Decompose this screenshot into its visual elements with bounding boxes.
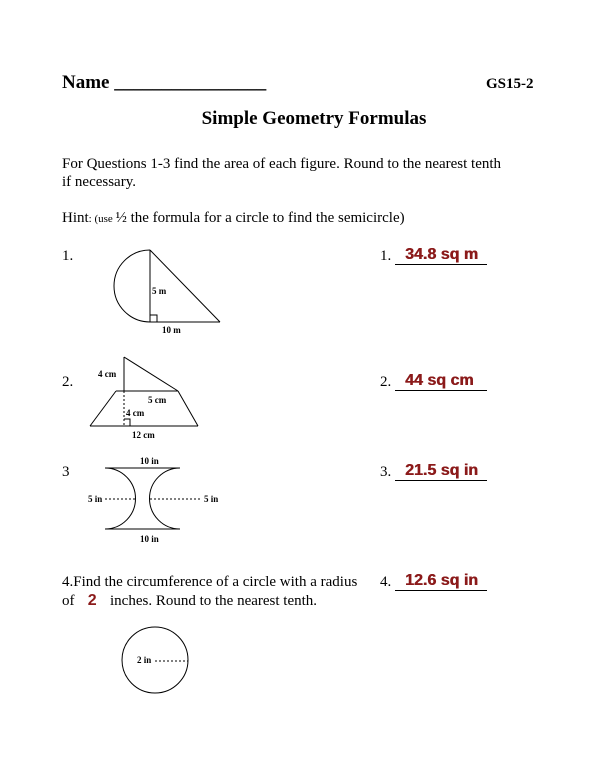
- question-4-line-1: 4.Find the circumference of a circle with a radius: [62, 574, 358, 590]
- question-4-suffix: inches. Round to the nearest tenth.: [110, 593, 318, 609]
- figure-2-trapezoid-height-label: 4 cm: [126, 408, 145, 418]
- question-4-line-2: [62, 592, 317, 610]
- answer-3-line: [395, 464, 487, 481]
- instructions-line-2: if necessary.: [62, 174, 136, 190]
- answer-4-row: [380, 574, 487, 591]
- figure-3-top-label: 10 in: [140, 456, 159, 466]
- figure-3-left-label: 5 in: [88, 494, 103, 504]
- answer-2-value: 44 sq cm: [405, 372, 474, 389]
- question-4-of: of: [62, 593, 75, 609]
- figure-4-radius-label: 2 in: [137, 655, 152, 665]
- figure-3-rectangle-minus-semicircles: [80, 452, 240, 547]
- figure-1-base-label: 10 m: [162, 325, 181, 335]
- worksheet-code: GS15-2: [486, 76, 534, 92]
- hint-text: [62, 210, 405, 228]
- answer-2-line: [395, 374, 487, 391]
- page-title: Simple Geometry Formulas: [201, 108, 427, 129]
- answer-4-line: [395, 574, 487, 591]
- hint-prefix: Hint: [62, 210, 89, 226]
- answer-3-number: 3.: [380, 464, 392, 480]
- name-field-label: Name ________________: [62, 72, 267, 93]
- answer-1-number: 1.: [380, 248, 392, 264]
- question-4-radius-value: 2: [87, 592, 97, 609]
- question-1-number: 1.: [62, 248, 74, 264]
- answer-2-row: [380, 374, 487, 391]
- figure-2-triangle-height-label: 4 cm: [98, 369, 117, 379]
- question-2-number: 2.: [62, 374, 74, 390]
- hint-small: : (use: [88, 213, 116, 225]
- instructions-line-1: For Questions 1-3 find the area of each figure. Round to the nearest tenth: [62, 156, 502, 172]
- answer-2-number: 2.: [380, 374, 392, 390]
- figure-2-bottom-base-label: 12 cm: [132, 430, 155, 440]
- figure-3-bottom-label: 10 in: [140, 534, 159, 544]
- figure-4-circle: [115, 620, 205, 700]
- answer-3-value: 21.5 sq in: [405, 462, 478, 479]
- answer-4-value: 12.6 sq in: [405, 572, 478, 589]
- figure-1-height-label: 5 m: [152, 286, 167, 296]
- figure-3-right-label: 5 in: [204, 494, 219, 504]
- answer-3-row: [380, 464, 487, 481]
- figure-2-composite-triangle-trapezoid: [80, 350, 240, 445]
- question-3-number: 3: [62, 464, 70, 480]
- answer-1-value: 34.8 sq m: [405, 246, 478, 263]
- answer-1-row: [380, 248, 487, 265]
- figure-2-top-base-label: 5 cm: [148, 395, 167, 405]
- hint-rest: ½ the formula for a circle to find the semicircle): [115, 210, 405, 226]
- answer-4-number: 4.: [380, 574, 392, 590]
- figure-1-semicircle-triangle: [100, 240, 240, 340]
- answer-1-line: [395, 248, 487, 265]
